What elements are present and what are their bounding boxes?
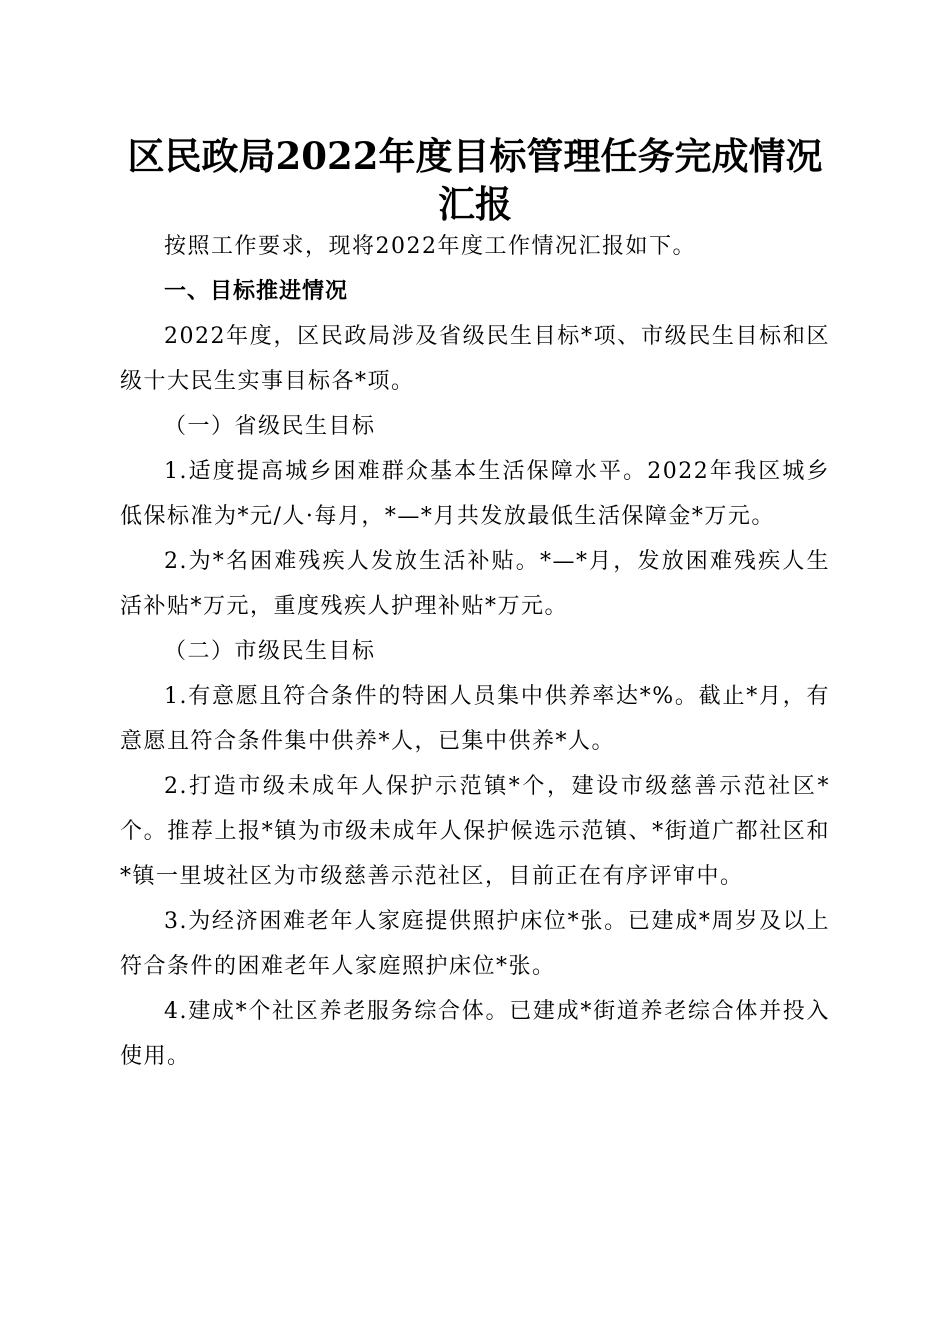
municipal-item: 3.为经济困难老年人家庭提供照护床位*张。已建成*周岁及以上符合条件的困难老年人家庭照护床位*张。 — [120, 909, 830, 979]
municipal-item: 4.建成*个社区养老服务综合体。已建成*街道养老综合体并投入使用。 — [120, 999, 830, 1069]
document-title: 区民政局2022年度目标管理任务完成情况汇报 — [127, 134, 823, 226]
document-body — [120, 224, 830, 1079]
subsection-heading-provincial: （一）省级民生目标 — [164, 414, 376, 439]
intro-paragraph: 按照工作要求，现将2022年度工作情况汇报如下。 — [164, 234, 696, 259]
section-summary-paragraph: 2022年度，区民政局涉及省级民生目标*项、市级民生目标和区级十大民生实事目标各*项。 — [120, 324, 830, 394]
municipal-item: 2.打造市级未成年人保护示范镇*个，建设市级慈善示范社区*个。推荐上报*镇为市级未成年人保护候选示范镇、*街道广都社区和*镇一里坡社区为市级慈善示范社区，目前正在有序评审中。 — [120, 774, 830, 889]
provincial-item: 1.适度提高城乡困难群众基本生活保障水平。2022年我区城乡低保标准为*元/人·每月，*—*月共发放最低生活保障金*万元。 — [120, 459, 830, 529]
section-heading-targets: 一、目标推进情况 — [164, 279, 349, 304]
municipal-item: 1.有意愿且符合条件的特困人员集中供养率达*%。截止*月，有意愿且符合条件集中供养*人，已集中供养*人。 — [120, 684, 830, 754]
subsection-heading-municipal: （二）市级民生目标 — [164, 639, 376, 664]
provincial-item: 2.为*名困难残疾人发放生活补贴。*—*月，发放困难残疾人生活补贴*万元，重度残疾人护理补贴*万元。 — [120, 549, 830, 619]
